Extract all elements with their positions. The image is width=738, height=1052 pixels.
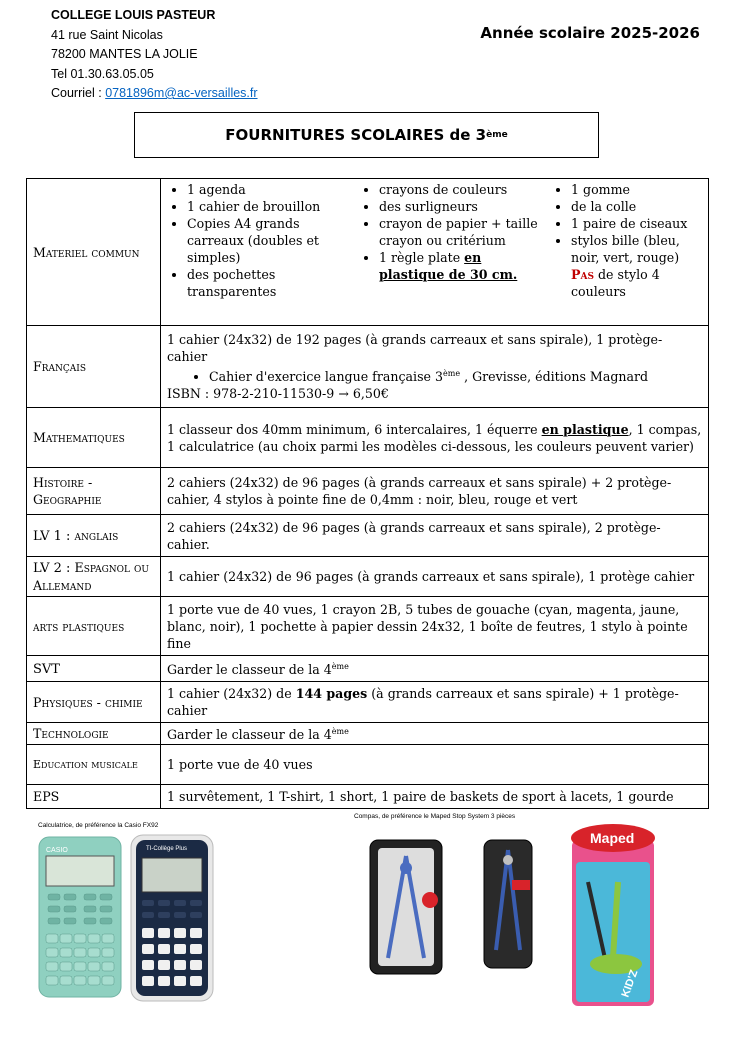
casio-label: CASIO bbox=[46, 847, 68, 854]
calculator-caption: Calculatrice, de préférence la Casio FX92 bbox=[38, 822, 159, 829]
subject-cell: Physiques - chimie bbox=[27, 682, 161, 723]
title-sup: ème bbox=[486, 130, 508, 140]
list-item: • 1 gomme bbox=[571, 181, 702, 198]
item-underline: en plastique bbox=[541, 421, 629, 437]
items-cell: 2 cahiers (24x32) de 96 pages (à grands carreaux et sans spirale), 2 protège-cahier. bbox=[161, 515, 709, 557]
item-text: 1 cahier (24x32) de 192 pages (à grands carreaux et sans spirale), 1 protège-cahier bbox=[167, 331, 663, 364]
item-bold: 144 pages bbox=[295, 686, 368, 701]
subject-cell bbox=[27, 557, 161, 597]
subject-cell: EPS bbox=[27, 785, 161, 809]
compass-set-image bbox=[482, 838, 534, 970]
item-text: 1 cahier (24x32) de bbox=[167, 686, 296, 701]
list-item bbox=[209, 365, 702, 385]
title-text: FOURNITURES SCOLAIRES de 3 bbox=[225, 126, 487, 144]
item-text: 1 règle plate bbox=[379, 250, 465, 265]
school-name: COLLEGE LOUIS PASTEUR bbox=[51, 8, 216, 22]
commun-col3 bbox=[551, 181, 702, 300]
item-text: , 1 compas, 1 calculatrice (au choix parmi les modèles ci-dessous, les couleurs peuvent varier) bbox=[167, 421, 702, 454]
list-item bbox=[571, 232, 702, 300]
item-text: , Grevisse, éditions Magnard bbox=[460, 369, 649, 385]
mail-label: Courriel : bbox=[51, 86, 106, 100]
school-mail-line bbox=[51, 84, 258, 104]
kidz-label: KID'Z bbox=[619, 968, 641, 1000]
subject-prefix: LV 2 : bbox=[33, 561, 75, 576]
isbn-text: ISBN : 978-2-210-11530-9 → 6,50€ bbox=[167, 386, 389, 402]
list-item bbox=[379, 249, 551, 283]
table-row bbox=[27, 597, 709, 656]
table-row bbox=[27, 326, 709, 408]
table-row bbox=[27, 656, 709, 682]
table-row bbox=[27, 723, 709, 745]
subject-cell bbox=[27, 656, 161, 682]
table-row bbox=[27, 745, 709, 785]
supplies-table bbox=[26, 178, 709, 809]
items-cell bbox=[161, 682, 709, 723]
item-sup: ème bbox=[443, 368, 461, 378]
ti-calculator-image bbox=[130, 834, 214, 1002]
school-header bbox=[51, 6, 258, 104]
item-text: de stylo 4 couleurs bbox=[571, 267, 660, 299]
table-row bbox=[27, 408, 709, 468]
items-cell bbox=[161, 326, 709, 408]
compass-caption: Compas, de préférence le Maped Stop System 3 pièces bbox=[354, 813, 516, 820]
subject-cell: Mathematiques bbox=[27, 408, 161, 468]
list-item: • crayon de papier + taille crayon ou critérium bbox=[379, 215, 551, 249]
list-item: • 1 paire de ciseaux bbox=[571, 215, 702, 232]
item-underline: en plastique de 30 cm. bbox=[379, 250, 518, 282]
subject-cell: Technologie bbox=[27, 723, 161, 745]
maped-kidz-compass-image bbox=[568, 822, 658, 1008]
item-text: Garder le classeur de la 4 bbox=[167, 662, 332, 678]
items-cell bbox=[161, 723, 709, 745]
table-row bbox=[27, 682, 709, 723]
list-item: • crayons de couleurs bbox=[379, 181, 551, 198]
ti-label: TI-Collège Plus bbox=[146, 846, 188, 852]
items-cell: 1 survêtement, 1 T-shirt, 1 short, 1 paire de baskets de sport à lacets, 1 gourde bbox=[161, 785, 709, 809]
school-year: Année scolaire 2025-2026 bbox=[480, 24, 700, 42]
items-cell: 2 cahiers (24x32) de 96 pages (à grands carreaux et sans spirale) + 2 protège-cahier, 4 stylos à pointe fine de 0,4mm : noir, bleu, rouge et vert bbox=[161, 468, 709, 515]
commun-col1 bbox=[167, 181, 359, 300]
table-row bbox=[27, 515, 709, 557]
subject-cell: Histoire - Geographie bbox=[27, 468, 161, 515]
maped-label: Maped bbox=[590, 830, 635, 846]
table-row bbox=[27, 785, 709, 809]
list-item: • des surligneurs bbox=[379, 198, 551, 215]
subject-cell: Materiel commun bbox=[27, 179, 161, 326]
item-sup: ème bbox=[331, 727, 349, 736]
table-row bbox=[27, 468, 709, 515]
items-cell bbox=[161, 408, 709, 468]
mail-link[interactable]: 0781896m@ac-versailles.fr bbox=[105, 86, 258, 100]
item-text: stylos bille (bleu, noir, vert, rouge) bbox=[571, 233, 680, 265]
list-item: • 1 agenda bbox=[187, 181, 359, 198]
page-title bbox=[134, 112, 599, 158]
list-item: • des pochettes transparentes bbox=[187, 266, 359, 300]
items-cell bbox=[161, 179, 709, 326]
subject-cell: arts plastiques bbox=[27, 597, 161, 656]
item-text: (à grands carreaux et sans spirale) + 1 protège-cahier bbox=[167, 686, 679, 718]
table-row bbox=[27, 179, 709, 326]
table-row bbox=[27, 557, 709, 597]
subject-name: SVT bbox=[33, 661, 60, 677]
subject-cell: Education musicale bbox=[27, 745, 161, 785]
items-cell: 1 cahier (24x32) de 96 pages (à grands carreaux et sans spirale), 1 protège cahier bbox=[161, 557, 709, 597]
item-text: Cahier d'exercice langue française 3 bbox=[209, 369, 443, 385]
subject-cell bbox=[27, 515, 161, 557]
school-address: 41 rue Saint Nicolas bbox=[51, 27, 163, 42]
subject-prefix: LV 1 : bbox=[33, 528, 75, 544]
list-item: • 1 cahier de brouillon bbox=[187, 198, 359, 215]
items-cell: 1 porte vue de 40 vues, 1 crayon 2B, 5 tubes de gouache (cyan, magenta, jaune, blanc, noir), 1 pochette à papier dessin 24x32, 1 boîte de feutres, 1 stylo à pointe fine bbox=[161, 597, 709, 656]
compass-case-image bbox=[368, 838, 444, 976]
list-item: • de la colle bbox=[571, 198, 702, 215]
casio-calculator-image bbox=[38, 836, 122, 998]
item-warning: Pas bbox=[571, 267, 594, 282]
item-text: 1 classeur dos 40mm minimum, 6 intercalaires, 1 équerre bbox=[167, 421, 542, 437]
subject-cell: Français bbox=[27, 326, 161, 408]
school-city: 78200 MANTES LA JOLIE bbox=[51, 47, 198, 61]
items-cell bbox=[161, 656, 709, 682]
items-cell: 1 porte vue de 40 vues bbox=[161, 745, 709, 785]
item-text: Garder le classeur de la 4 bbox=[167, 727, 332, 743]
commun-col2 bbox=[359, 181, 551, 300]
item-sup: ème bbox=[331, 662, 349, 672]
subject-name: Espagnol ou Allemand bbox=[33, 560, 150, 593]
list-item: • Copies A4 grands carreaux (doubles et simples) bbox=[187, 215, 359, 266]
school-phone: Tel 01.30.63.05.05 bbox=[51, 66, 154, 81]
subject-name: anglais bbox=[74, 527, 119, 543]
francais-list bbox=[167, 365, 702, 385]
